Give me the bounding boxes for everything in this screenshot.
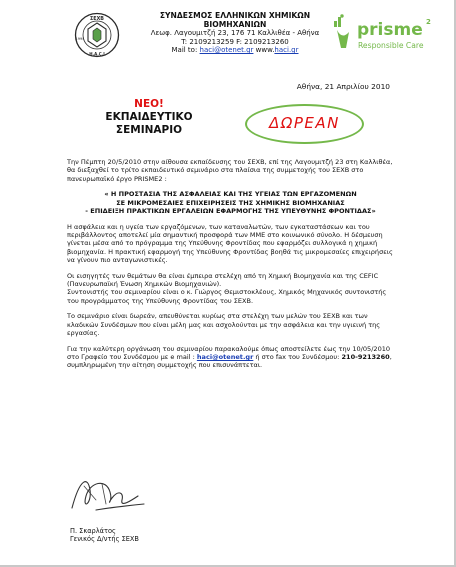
free-badge-text: ΔΩΡΕΑΝ	[269, 114, 340, 132]
mail-link[interactable]: haci@otenet.gr	[199, 46, 254, 55]
topic-line-2: ΣΕ ΜΙΚΡΟΜΕΣΑΙΕΣ ΕΠΙΧΕΙΡΗΣΕΙΣ ΤΗΣ ΧΗΜΙΚΗΣ ΒΙΟΜΗΧΑΝΙΑΣ	[116, 198, 345, 207]
mail-prefix: Mail to:	[171, 46, 200, 55]
org-address: Λεωφ. Λαγουμιτζή 23, 176 71 Καλλιθέα - Αθήνα	[150, 29, 320, 38]
speakers-text: Οι εισηγητές των θεμάτων θα είναι έμπειρα στελέχη από τη Χημική Βιομηχανία και της CEFIC (Πανευρωπαϊκή Ένωση Χημικών Βιομηχανιών).	[67, 271, 379, 289]
paragraph-speakers	[67, 272, 394, 305]
paragraph-registration	[67, 345, 394, 370]
letter-body	[67, 158, 394, 377]
signer-name: Π. Σκαρλάτος	[70, 527, 116, 535]
title-line-3: ΣΕΜΙΝΑΡΙΟ	[115, 124, 183, 136]
logo-left-year-text: 1994	[75, 37, 85, 41]
registration-mail-link[interactable]: haci@otenet.gr	[196, 353, 254, 362]
registration-text-end: , συμπληρωμένη την αίτηση συμμετοχής που επισυνάπτεται.	[67, 353, 392, 370]
org-contact	[140, 46, 330, 55]
org-phone: T: 2109213259 F: 2109213260	[181, 37, 289, 46]
seminar-topic	[67, 190, 394, 215]
topic-line-3: - ΕΠΙΔΕΙΞΗ ΠΡΑΚΤΙΚΩΝ ΕΡΓΑΛΕΙΩΝ ΕΦΑΡΜΟΓΗΣ ΤΗΣ ΥΠΕΥΘΥΝΗΣ ΦΡΟΝΤΙΔΑΣ»	[85, 206, 376, 215]
paragraph-safety: Η ασφάλεια και η υγεία των εργαζόμενων, των καταναλωτών, των εγκαταστάσεων και του περιβάλλοντος αποτελεί μία σημαντική προσφορά των ΜΜΕ στο κοινωνικό σύνολο. Η δέσμευση γίνεται μέσα από το πρόγραμμα της Υπεύθυνης Φροντίδας που εφαρμόζει συλλογικά η χημική βιομηχανία. Η πρακτική εφαρμογή της Υπεύθυνης Φροντίδας βοηθά τις μικρομεσαίες επιχειρήσεις να γίνουν πιο ανταγωνιστικές.	[67, 222, 393, 264]
coordinator-text: Συντονιστής του σεμιναρίου είναι ο κ. Γιώργος Θεμιστοκλέους, Χημικός Μηχανικός συντονιστής του προγράμματος της Υπεύθυνης Φροντίδας του ΣΕΧΒ.	[67, 288, 387, 305]
paragraph-free: Το σεμινάριο είναι δωρεάν, απευθύνεται κυρίως στα στελέχη των μελών του ΣΕΧΒ και των κλαδικών Συνδέσμων που είναι μέλη μας και ασχολούνται με την ασφάλεια και την υγιεινή της εργασίας.	[67, 312, 381, 338]
website-link[interactable]: haci.gr	[274, 46, 299, 55]
logo-right-tagline: Responsible Care	[358, 41, 424, 50]
logo-left-bottom-text: H.A.C.I	[89, 51, 105, 57]
registration-text-mid: ή στο fax του Συνδέσμου:	[253, 353, 342, 362]
title-line-2: ΕΚΠΑΙΔΕΥΤΙΚΟ	[105, 111, 193, 123]
www-prefix: www.	[253, 46, 275, 55]
registration-fax: 210-9213260	[341, 353, 390, 362]
letter-date: Αθήνα, 21 Απριλίου 2010	[296, 82, 390, 91]
org-name: ΣΥΝΔΕΣΜΟΣ ΕΛΛΗΝΙΚΩΝ ΧΗΜΙΚΩΝ ΒΙΟΜΗΧΑΝΙΩΝ	[159, 11, 311, 29]
signer-role: Γενικός Δ/ντής ΣΕΧΒ	[70, 535, 139, 544]
prisme-logo	[333, 12, 433, 60]
org-header	[140, 12, 330, 55]
signature-image	[66, 470, 152, 520]
topic-line-1: « Η ΠΡΟΣΤΑΣΙΑ ΤΗΣ ΑΣΦΑΛΕΙΑΣ ΚΑΙ ΤΗΣ ΥΓΕΙΑΣ ΤΩΝ ΕΡΓΑΖΟΜΕΝΩΝ	[104, 190, 357, 199]
sexb-logo	[74, 12, 120, 58]
logo-right-name: prisme	[357, 20, 423, 40]
registration-text-start: Για την καλύτερη οργάνωση του σεμιναρίου παρακαλούμε όπως αποστείλετε έως την 10/05/2010 στο Γραφείο του Συνδέσμου με e mail :	[67, 344, 391, 362]
seminar-title	[104, 98, 194, 137]
paragraph-intro: Την Πέμπτη 20/5/2010 στην αίθουσα εκπαίδευσης του ΣΕΧΒ, επί της Λαγουμιτζή 23 στη Καλλιθέα, θα διεξαχθεί το τρίτο εκπαιδευτικό σεμινάριο στα πλαίσια της συμμετοχής του ΣΕΧΒ στο πανευρωπαϊκό έργο PRISME2 :	[67, 158, 393, 183]
signer-block	[70, 527, 139, 544]
logo-left-top-text: ΣΕΧΒ	[90, 17, 104, 22]
logo-right-sup: 2	[426, 18, 431, 26]
title-new: ΝΕΟ!	[134, 98, 164, 110]
free-badge	[245, 104, 364, 144]
